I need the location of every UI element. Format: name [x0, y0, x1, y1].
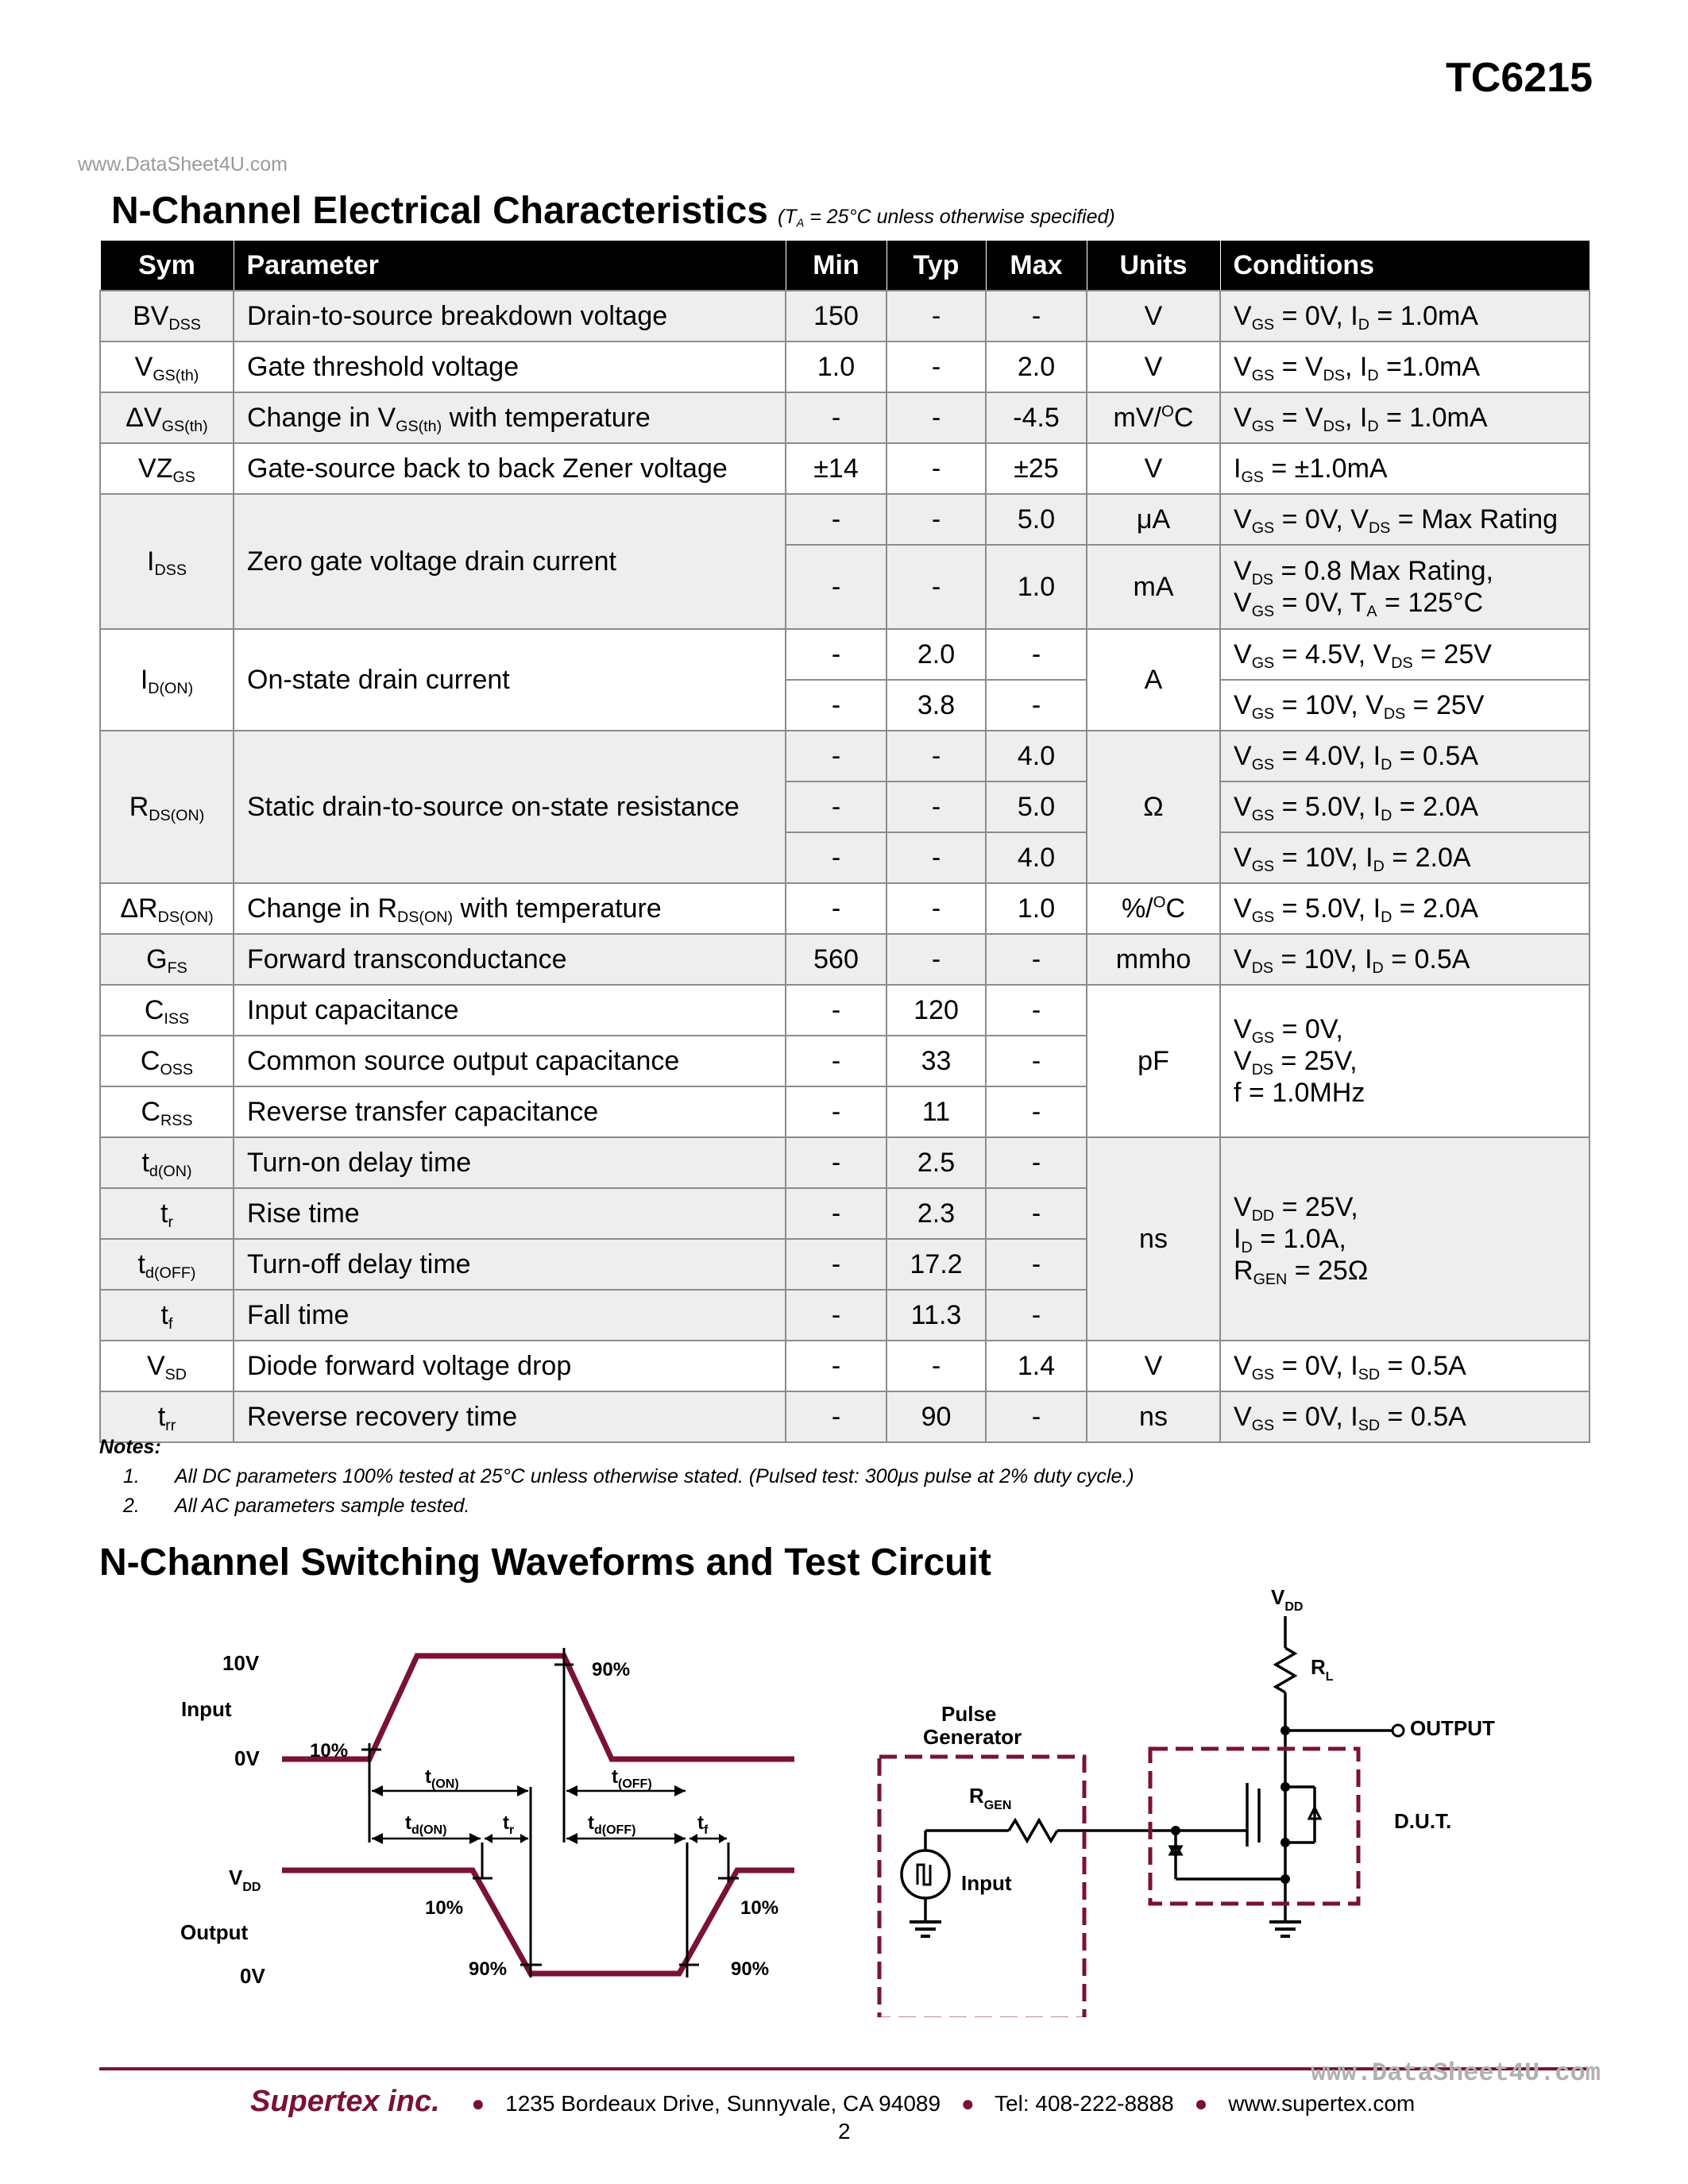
max-cell: - [986, 291, 1087, 341]
symbol-cell: $t_{rr}$ [100, 1391, 234, 1442]
typ-cell: - [886, 291, 986, 341]
typ-cell: - [886, 781, 986, 832]
symbol-cell: $I_{DSS}$ [100, 494, 234, 629]
units-cell: V [1087, 443, 1220, 494]
col-header-conditions: Conditions [1220, 241, 1590, 291]
parameter-cell: Gate threshold voltage [234, 341, 786, 392]
min-cell: - [786, 883, 886, 934]
max-cell: - [986, 1391, 1087, 1442]
section-title-text: N-Channel Electrical Characteristics [111, 190, 768, 232]
typ-cell: 2.3 [886, 1188, 986, 1239]
condition-cell: $V_{GS} = 4.5V$, $V_{DS} = 25V$ [1220, 629, 1590, 680]
symbol-cell: $BV_{DSS}$ [100, 291, 234, 341]
typ-cell: - [886, 883, 986, 934]
table-row [100, 291, 1590, 341]
units-cell: Ω [1087, 731, 1220, 883]
min-cell: - [786, 1391, 886, 1442]
table-row [100, 341, 1590, 392]
max-cell: 4.0 [986, 731, 1087, 781]
symbol-cell: $t_{d(ON)}$ [100, 1137, 234, 1188]
table-row [100, 934, 1590, 985]
min-cell: 560 [786, 934, 886, 985]
min-cell: - [786, 1137, 886, 1188]
units-cell: ns [1087, 1137, 1220, 1341]
pct-10-output: 10% [425, 1897, 464, 1919]
typ-cell: 2.0 [886, 629, 986, 680]
symbol-cell: $I_{D(ON)}$ [100, 629, 234, 731]
typ-cell: 90 [886, 1391, 986, 1442]
parameter-cell: Diode forward voltage drop [234, 1341, 786, 1391]
typ-cell: - [886, 545, 986, 629]
col-header-max: Max [986, 241, 1087, 291]
circuit-vdd: $V_{DD}$ [1271, 1585, 1304, 1614]
max-cell: - [986, 1188, 1087, 1239]
min-cell: ±14 [786, 443, 886, 494]
col-header-min: Min [786, 241, 886, 291]
min-cell: - [786, 1188, 886, 1239]
min-cell: 1.0 [786, 341, 886, 392]
max-cell: 2.0 [986, 341, 1087, 392]
condition-cell: $V_{GS} = 10V$, $I_D = 2.0A$ [1220, 832, 1590, 883]
condition-cell: $V_{GS} = 5.0V$, $I_D = 2.0A$ [1220, 781, 1590, 832]
note-item: 2. All AC parameters sample tested. [123, 1495, 470, 1517]
min-cell: - [786, 731, 886, 781]
parameter-cell: Static drain-to-source on-state resistance [234, 731, 786, 883]
footer-address: 1235 Bordeaux Drive, Sunnyvale, CA 94089 [505, 2091, 941, 2116]
typ-cell: - [886, 731, 986, 781]
max-cell: 4.0 [986, 832, 1087, 883]
condition-cell: $V_{GS} = 0V$, $V_{DS} = 25V$, f = 1.0MHz [1220, 985, 1590, 1137]
circuit-output: OUTPUT [1410, 1716, 1495, 1740]
units-cell: V [1087, 1341, 1220, 1391]
parameter-cell: On-state drain current [234, 629, 786, 731]
min-cell: - [786, 392, 886, 443]
symbol-cell: $G_{FS}$ [100, 934, 234, 985]
label-tdon: $t_{d(ON)}$ [405, 1812, 447, 1837]
min-cell: - [786, 1036, 886, 1086]
circuit-pulse-gen-1: Pulse [941, 1702, 997, 1726]
col-header-units: Units [1087, 241, 1220, 291]
typ-cell: - [886, 494, 986, 545]
max-cell: -4.5 [986, 392, 1087, 443]
col-header-parameter: Parameter [234, 241, 786, 291]
condition-cell: $V_{GS} = V_{DS}$, $I_D = 1.0mA$ [1220, 392, 1590, 443]
units-cell: pF [1087, 985, 1220, 1137]
max-cell: 5.0 [986, 494, 1087, 545]
symbol-cell: $\Delta V_{GS(th)}$ [100, 392, 234, 443]
table-row [100, 629, 1590, 680]
section-title-note: ($T_A = 25^\circ C$ unless otherwise specified) [778, 206, 1115, 230]
label-10v: 10V [222, 1651, 260, 1675]
typ-cell: - [886, 832, 986, 883]
max-cell: - [986, 985, 1087, 1036]
symbol-cell: $t_r$ [100, 1188, 234, 1239]
pct-90-input: 90% [592, 1659, 631, 1680]
table-row [100, 1137, 1590, 1188]
typ-cell: - [886, 1341, 986, 1391]
condition-cell: $V_{GS} = 10V$, $V_{DS} = 25V$ [1220, 680, 1590, 731]
parameter-cell: Rise time [234, 1188, 786, 1239]
symbol-cell: $VZ_{GS}$ [100, 443, 234, 494]
parameter-cell: Drain-to-source breakdown voltage [234, 291, 786, 341]
label-output: Output [180, 1920, 249, 1944]
max-cell: 1.0 [986, 545, 1087, 629]
typ-cell: 3.8 [886, 680, 986, 731]
table-row [100, 883, 1590, 934]
page-number: 2 [838, 2119, 851, 2143]
parameter-cell: Change in $R_{DS(ON)}$ with temperature [234, 883, 786, 934]
symbol-cell: $R_{DS(ON)}$ [100, 731, 234, 883]
switching-figure [159, 1580, 1549, 2017]
condition-cell: $V_{GS} = 5.0V$, $I_D = 2.0A$ [1220, 883, 1590, 934]
label-vdd-out: $V_{DD}$ [229, 1866, 261, 1894]
output-waveform [282, 1870, 794, 1974]
footer-tel: Tel: 408-222-8888 [995, 2091, 1174, 2116]
table-row [100, 494, 1590, 545]
max-cell: ±25 [986, 443, 1087, 494]
typ-cell: - [886, 443, 986, 494]
symbol-cell: $V_{GS(th)}$ [100, 341, 234, 392]
watermark: www.DataSheet4U.com [78, 153, 288, 176]
typ-cell: - [886, 392, 986, 443]
min-cell: - [786, 494, 886, 545]
parameter-cell: Turn-off delay time [234, 1239, 786, 1290]
circuit-dut: D.U.T. [1394, 1809, 1452, 1833]
symbol-cell: $\Delta R_{DS(ON)}$ [100, 883, 234, 934]
note-item: 1. All DC parameters 100% tested at 25°C unless otherwise stated. (Pulsed test: 300μs pulse at 2% duty cycle.) [123, 1465, 1134, 1488]
table-row [100, 1341, 1590, 1391]
condition-cell: $V_{DS} = 0.8$ Max Rating, $V_{GS} = 0V$, $T_A = 125^\circ C$ [1220, 545, 1590, 629]
condition-cell: $V_{GS} = 0V$, $I_{SD} = 0.5A$ [1220, 1341, 1590, 1391]
electrical-characteristics-table [99, 241, 1590, 1443]
max-cell: - [986, 1036, 1087, 1086]
footer-web[interactable]: www.supertex.com [1228, 2091, 1416, 2116]
table-row [100, 392, 1590, 443]
parameter-cell: Change in $V_{GS(th)}$ with temperature [234, 392, 786, 443]
table-header-row [100, 241, 1590, 291]
min-cell: - [786, 985, 886, 1036]
pct-90-output-right: 90% [731, 1958, 770, 1980]
max-cell: - [986, 1086, 1087, 1137]
condition-cell: $V_{GS} = 0V$, $V_{DS}$ = Max Rating [1220, 494, 1590, 545]
min-cell: - [786, 1290, 886, 1341]
min-cell: - [786, 1239, 886, 1290]
pct-10-output-right: 10% [740, 1897, 779, 1919]
table-row [100, 1391, 1590, 1442]
label-toff: $t_{(OFF)}$ [612, 1766, 652, 1791]
units-cell: V [1087, 341, 1220, 392]
units-cell: %/$^O$C [1087, 883, 1220, 934]
condition-cell: $I_{GS} = \pm 1.0mA$ [1220, 443, 1590, 494]
part-number: TC6215 [1446, 55, 1593, 101]
min-cell: - [786, 629, 886, 680]
table-row [100, 731, 1590, 781]
typ-cell: 33 [886, 1036, 986, 1086]
condition-cell: $V_{GS} = 0V$, $I_D = 1.0mA$ [1220, 291, 1590, 341]
circuit-input: Input [961, 1871, 1012, 1895]
label-tf: $t_f$ [697, 1812, 709, 1837]
typ-cell: 2.5 [886, 1137, 986, 1188]
min-cell: - [786, 1341, 886, 1391]
parameter-cell: Reverse transfer capacitance [234, 1086, 786, 1137]
col-header-typ: Typ [886, 241, 986, 291]
typ-cell: 17.2 [886, 1239, 986, 1290]
label-ton: $t_{(ON)}$ [425, 1766, 459, 1791]
min-cell: - [786, 781, 886, 832]
symbol-cell: $t_f$ [100, 1290, 234, 1341]
circuit-rgen: $R_{GEN}$ [969, 1784, 1012, 1812]
symbol-cell: $C_{OSS}$ [100, 1036, 234, 1086]
label-0v-input: 0V [234, 1746, 260, 1770]
condition-cell: $V_{GS} = V_{DS}$, $I_D =1.0mA$ [1220, 341, 1590, 392]
units-cell: mmho [1087, 934, 1220, 985]
units-cell: V [1087, 291, 1220, 341]
table-row [100, 443, 1590, 494]
col-header-sym: Sym [100, 241, 234, 291]
circuit-pulse-gen-2: Generator [923, 1725, 1022, 1749]
units-cell: mV/$^O$C [1087, 392, 1220, 443]
condition-cell: $V_{GS} = 4.0V$, $I_D = 0.5A$ [1220, 731, 1590, 781]
min-cell: - [786, 680, 886, 731]
condition-cell: $V_{DD} = 25V$, $I_D = 1.0A$, $R_{GEN} = 25\Omega$ [1220, 1137, 1590, 1341]
label-0v-output: 0V [240, 1964, 265, 1988]
max-cell: 5.0 [986, 781, 1087, 832]
min-cell: 150 [786, 291, 886, 341]
typ-cell: 11.3 [886, 1290, 986, 1341]
label-input: Input [181, 1697, 232, 1721]
section-title-switching: N-Channel Switching Waveforms and Test Circuit [99, 1542, 991, 1584]
typ-cell: - [886, 934, 986, 985]
units-cell: ns [1087, 1391, 1220, 1442]
notes [99, 1436, 1134, 1518]
parameter-cell: Fall time [234, 1290, 786, 1341]
min-cell: - [786, 545, 886, 629]
max-cell: - [986, 934, 1087, 985]
symbol-cell: $V_{SD}$ [100, 1341, 234, 1391]
table-row [100, 985, 1590, 1036]
parameter-cell: Input capacitance [234, 985, 786, 1036]
symbol-cell: $C_{ISS}$ [100, 985, 234, 1036]
brand-logo: Supertex inc. [250, 2085, 440, 2118]
parameter-cell: Reverse recovery time [234, 1391, 786, 1442]
circuit-rl: $R_L$ [1311, 1655, 1334, 1684]
parameter-cell: Forward transconductance [234, 934, 786, 985]
parameter-cell: Gate-source back to back Zener voltage [234, 443, 786, 494]
max-cell: 1.0 [986, 883, 1087, 934]
parameter-cell: Turn-on delay time [234, 1137, 786, 1188]
typ-cell: 11 [886, 1086, 986, 1137]
min-cell: - [786, 1086, 886, 1137]
symbol-cell: $t_{d(OFF)}$ [100, 1239, 234, 1290]
symbol-cell: $C_{RSS}$ [100, 1086, 234, 1137]
min-cell: - [786, 832, 886, 883]
max-cell: - [986, 680, 1087, 731]
max-cell: - [986, 1239, 1087, 1290]
max-cell: - [986, 629, 1087, 680]
condition-cell: $V_{GS} = 0V$, $I_{SD} = 0.5A$ [1220, 1391, 1590, 1442]
max-cell: 1.4 [986, 1341, 1087, 1391]
footer: Supertex inc. ● 1235 Bordeaux Drive, Sunnyvale, CA 94089 ● Tel: 408-222-8888 ● www.supertex.com [250, 2085, 1416, 2118]
pct-10-input: 10% [310, 1740, 349, 1761]
label-tr: $t_r$ [503, 1812, 515, 1837]
parameter-cell: Common source output capacitance [234, 1036, 786, 1086]
section-title-electrical [111, 189, 1115, 233]
units-cell: μA [1087, 494, 1220, 545]
max-cell: - [986, 1137, 1087, 1188]
units-cell: A [1087, 629, 1220, 731]
typ-cell: 120 [886, 985, 986, 1036]
max-cell: - [986, 1290, 1087, 1341]
parameter-cell: Zero gate voltage drain current [234, 494, 786, 629]
typ-cell: - [886, 341, 986, 392]
units-cell: mA [1087, 545, 1220, 629]
input-waveform [282, 1656, 794, 1759]
condition-cell: $V_{DS} = 10V$, $I_D = 0.5A$ [1220, 934, 1590, 985]
footer-watermark: www.DataSheet4U.com [1311, 2059, 1601, 2088]
pct-90-output: 90% [469, 1958, 508, 1980]
notes-title: Notes: [99, 1436, 161, 1458]
label-tdoff: $t_{d(OFF)}$ [588, 1812, 636, 1837]
